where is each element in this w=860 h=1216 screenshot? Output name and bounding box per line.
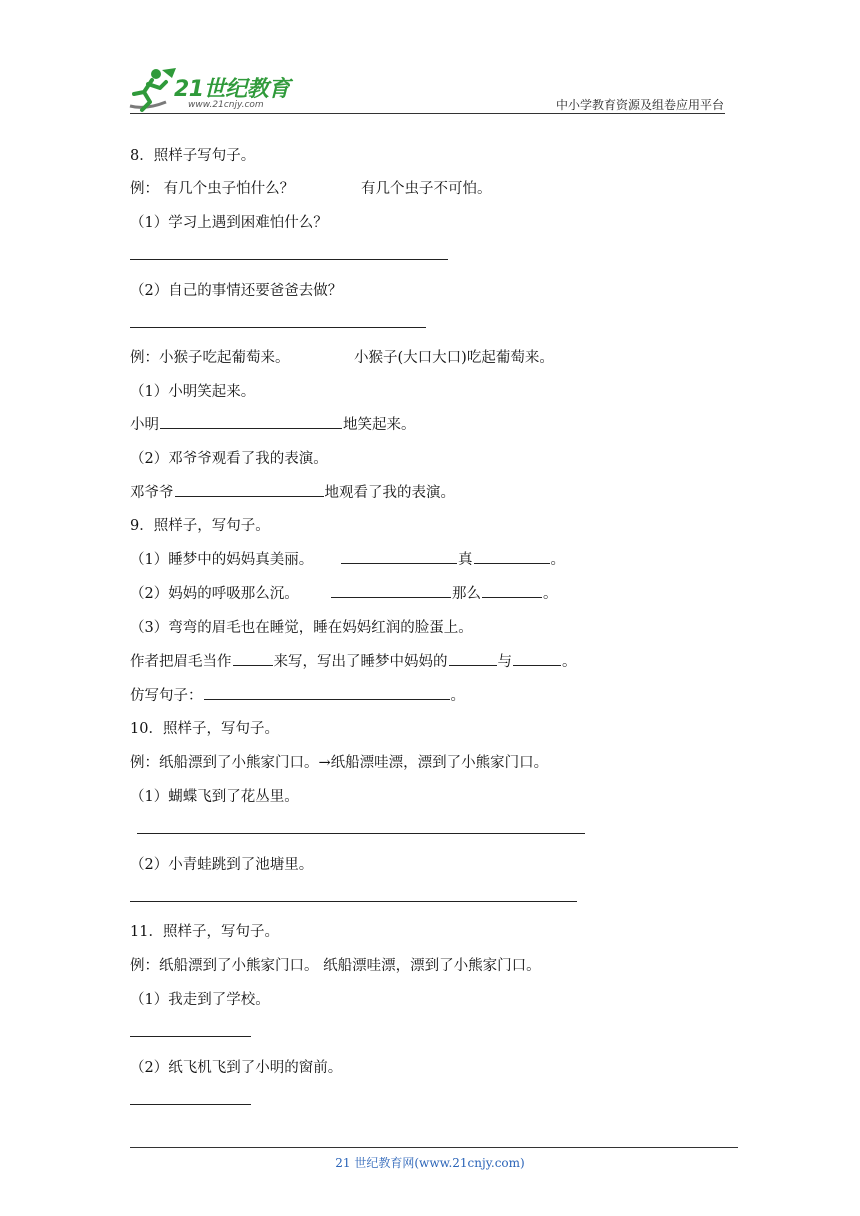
q9-fill-2-end: 。 (543, 586, 558, 602)
fill-blank[interactable] (449, 651, 497, 666)
q9-fill-2 (330, 582, 558, 603)
q9-fill-3 (130, 650, 577, 671)
q11-title: 11．照样子，写句子。 (130, 924, 279, 940)
q10-title: 10．照样子，写句子。 (130, 721, 279, 737)
logo-text: 21世纪教育 (174, 77, 290, 102)
fill-blank[interactable] (160, 414, 342, 429)
fill-blank[interactable] (474, 549, 550, 564)
q8-prompt-2: （2）自己的事情还要爸爸去做？ (130, 283, 343, 299)
header-divider (130, 113, 725, 114)
q9-fill-3-a: 作者把眉毛当作 (130, 654, 232, 670)
q9-fill-4-a: 仿写句子： (130, 688, 203, 704)
q9-prompt-3: （3）弯弯的眉毛也在睡觉，睡在妈妈红润的脸蛋上。 (130, 620, 473, 636)
answer-line[interactable] (130, 1036, 251, 1037)
answer-line[interactable] (130, 327, 426, 328)
footer-text: 21 世纪教育网(www.21cnjy.com) (335, 1156, 525, 1170)
q8-fill-4-prefix: 邓爷爷 (130, 485, 174, 501)
q8-example1-original: 例： 有几个虫子怕什么？ (130, 181, 295, 197)
q11-prompt-2: （2）纸飞机飞到了小明的窗前。 (130, 1060, 343, 1076)
q9-fill-2-mid: 那么 (452, 586, 481, 602)
q9-fill-4 (130, 684, 465, 705)
q10-example: 例：纸船漂到了小熊家门口。→纸船漂哇漂，漂到了小熊家门口。 (130, 755, 549, 771)
q9-fill-3-b: 来写，写出了睡梦中妈妈的 (273, 654, 448, 670)
fill-blank[interactable] (204, 685, 450, 700)
q9-prompt-1: （1）睡梦中的妈妈真美丽。 (130, 552, 314, 568)
logo-url: www.21cnjy.com (188, 100, 264, 110)
q11-example: 例：纸船漂到了小熊家门口。 纸船漂哇漂，漂到了小熊家门口。 (130, 958, 541, 974)
q11-prompt-1: （1）我走到了学校。 (130, 992, 270, 1008)
q9-fill-3-d: 。 (562, 654, 577, 670)
runner-logo-icon (122, 66, 182, 116)
q9-fill-3-c: 与 (497, 654, 512, 670)
q8-title: 8．照样子写句子。 (130, 148, 256, 164)
answer-line[interactable] (130, 901, 577, 902)
q8-fill-3-suffix: 地笑起来。 (343, 417, 416, 433)
fill-blank[interactable] (513, 651, 561, 666)
q10-prompt-1: （1）蝴蝶飞到了花丛里。 (130, 789, 299, 805)
fill-blank[interactable] (233, 651, 273, 666)
logo (122, 66, 294, 116)
q8-fill-4 (130, 481, 455, 502)
answer-line[interactable] (130, 1104, 251, 1105)
fill-blank[interactable] (482, 583, 542, 598)
q9-fill-1 (340, 548, 565, 569)
q8-prompt-4: （2）邓爷爷观看了我的表演。 (130, 451, 328, 467)
header-tagline: 中小学教育资源及组卷应用平台 (555, 98, 724, 112)
q8-fill-4-suffix: 地观看了我的表演。 (324, 485, 455, 501)
q9-fill-1-end: 。 (550, 552, 565, 568)
q8-fill-3 (130, 413, 416, 434)
q8-prompt-3: （1）小明笑起来。 (130, 384, 256, 400)
q8-example2-rewritten: 小猴子(大口大口)吃起葡萄来。 (354, 350, 554, 366)
q9-prompt-2: （2）妈妈的呼吸那么沉。 (130, 586, 299, 602)
footer-divider (130, 1147, 738, 1148)
q9-fill-4-b: 。 (450, 688, 465, 704)
q8-prompt-1: （1）学习上遇到困难怕什么？ (130, 215, 328, 231)
q8-example2-original: 例：小猴子吃起葡萄来。 (130, 350, 290, 366)
q9-fill-1-mid: 真 (458, 552, 473, 568)
q9-title: 9．照样子，写句子。 (130, 518, 270, 534)
answer-line[interactable] (137, 833, 585, 834)
fill-blank[interactable] (331, 583, 451, 598)
q8-fill-3-prefix: 小明 (130, 417, 159, 433)
q8-example1-rewritten: 有几个虫子不可怕。 (361, 181, 492, 197)
q10-prompt-2: （2）小青蛙跳到了池塘里。 (130, 857, 314, 873)
fill-blank[interactable] (175, 482, 324, 497)
fill-blank[interactable] (341, 549, 457, 564)
answer-line[interactable] (130, 259, 448, 260)
